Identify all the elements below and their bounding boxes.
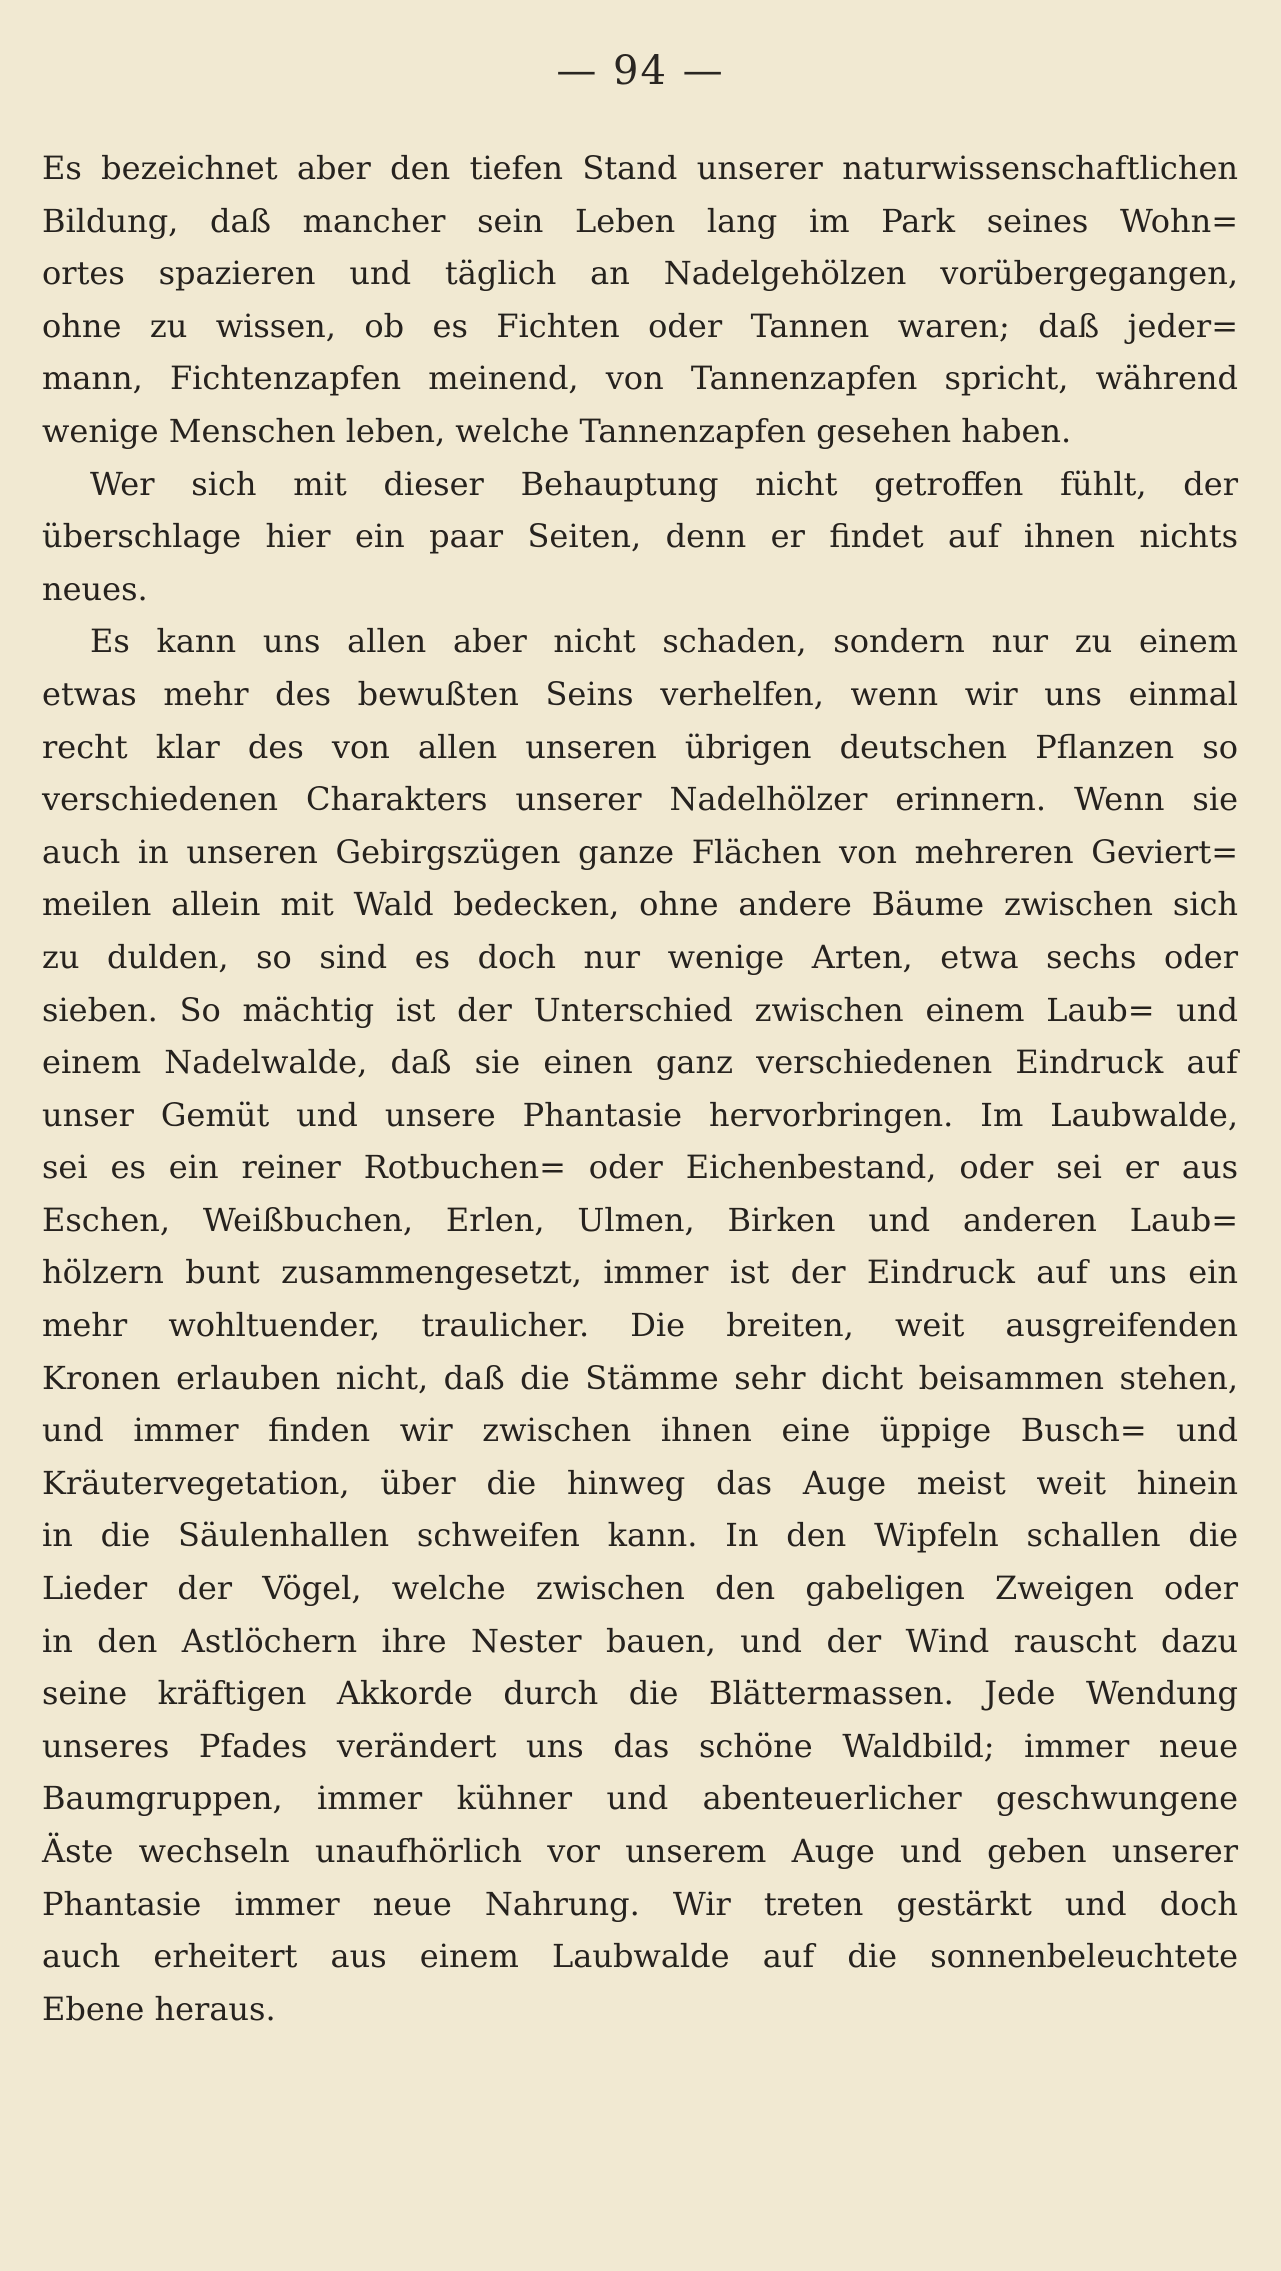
text-line: sei es ein reiner Rotbuchen= oder Eichenbestand, oder sei er aus <box>42 1148 1238 1187</box>
text-line: Baumgruppen, immer kühner und abenteuerlicher geschwungene <box>42 1779 1238 1818</box>
text-line: etwas mehr des bewußten Seins verhelfen, wenn wir uns einmal <box>42 674 1238 713</box>
text-line: recht klar des von allen unseren übrigen deutschen Pflanzen so <box>42 727 1238 766</box>
text-line: Es kann uns allen aber nicht schaden, sondern nur zu einem <box>90 622 1238 661</box>
text-line: Ebene heraus. <box>42 1989 276 2028</box>
text-line: einem Nadelwalde, daß sie einen ganz verschiedenen Eindruck auf <box>42 1043 1238 1082</box>
text-line: ohne zu wissen, ob es Fichten oder Tannen waren; daß jeder= <box>42 306 1238 345</box>
text-line: ortes spazieren und täglich an Nadelgehölzen vorübergegangen, <box>42 254 1238 293</box>
text-line: auch erheitert aus einem Laubwalde auf die sonnenbeleuchtete <box>42 1937 1238 1976</box>
text-line: neues. <box>42 569 148 608</box>
text-line: Bildung, daß mancher sein Leben lang im Park seines Wohn= <box>42 201 1238 240</box>
text-line: und immer finden wir zwischen ihnen eine üppige Busch= und <box>42 1411 1238 1450</box>
text-line: überschlage hier ein paar Seiten, denn er findet auf ihnen nichts <box>42 517 1238 556</box>
text-line: Kräutervegetation, über die hinweg das Auge meist weit hinein <box>42 1463 1238 1502</box>
text-line: in die Säulenhallen schweifen kann. In den Wipfeln schallen die <box>42 1516 1238 1555</box>
text-line: mehr wohltuender, traulicher. Die breiten, weit ausgreifenden <box>42 1306 1238 1345</box>
text-line: Lieder der Vögel, welche zwischen den gabeligen Zweigen oder <box>42 1569 1238 1608</box>
text-line: Wer sich mit dieser Behauptung nicht getroffen fühlt, der <box>90 464 1238 503</box>
text-line: verschiedenen Charakters unserer Nadelhölzer erinnern. Wenn sie <box>42 780 1238 819</box>
text-line: Phantasie immer neue Nahrung. Wir treten gestärkt und doch <box>42 1884 1238 1923</box>
text-line: unser Gemüt und unsere Phantasie hervorbringen. Im Laubwalde, <box>42 1095 1238 1134</box>
text-line: mann, Fichtenzapfen meinend, von Tannenzapfen spricht, während <box>42 359 1238 398</box>
page-number: — 94 — <box>556 48 725 94</box>
text-line: Äste wechseln unaufhörlich vor unserem Auge und geben unserer <box>42 1832 1238 1870</box>
text-line: hölzern bunt zusammengesetzt, immer ist der Eindruck auf uns ein <box>42 1253 1238 1292</box>
text-line: unseres Pfades verändert uns das schöne Waldbild; immer neue <box>42 1726 1238 1765</box>
text-line: sieben. So mächtig ist der Unterschied zwischen einem Laub= und <box>42 990 1238 1029</box>
text-line: wenige Menschen leben, welche Tannenzapfen gesehen haben. <box>42 411 1072 450</box>
text-line: Es bezeichnet aber den tiefen Stand unserer naturwissenschaftlichen <box>42 149 1238 187</box>
text-line: seine kräftigen Akkorde durch die Blättermassen. Jede Wendung <box>42 1674 1238 1713</box>
text-line: Eschen, Weißbuchen, Erlen, Ulmen, Birken und anderen Laub= <box>42 1200 1238 1239</box>
text-line: auch in unseren Gebirgszügen ganze Flächen von mehreren Geviert= <box>42 832 1238 871</box>
body-text <box>42 142 1238 2035</box>
text-line: in den Astlöchern ihre Nester bauen, und der Wind rauscht dazu <box>42 1621 1238 1660</box>
text-line: meilen allein mit Wald bedecken, ohne andere Bäume zwischen sich <box>42 885 1238 924</box>
text-line: Kronen erlauben nicht, daß die Stämme sehr dicht beisammen stehen, <box>42 1358 1238 1397</box>
text-line: zu dulden, so sind es doch nur wenige Arten, etwa sechs oder <box>42 937 1238 976</box>
